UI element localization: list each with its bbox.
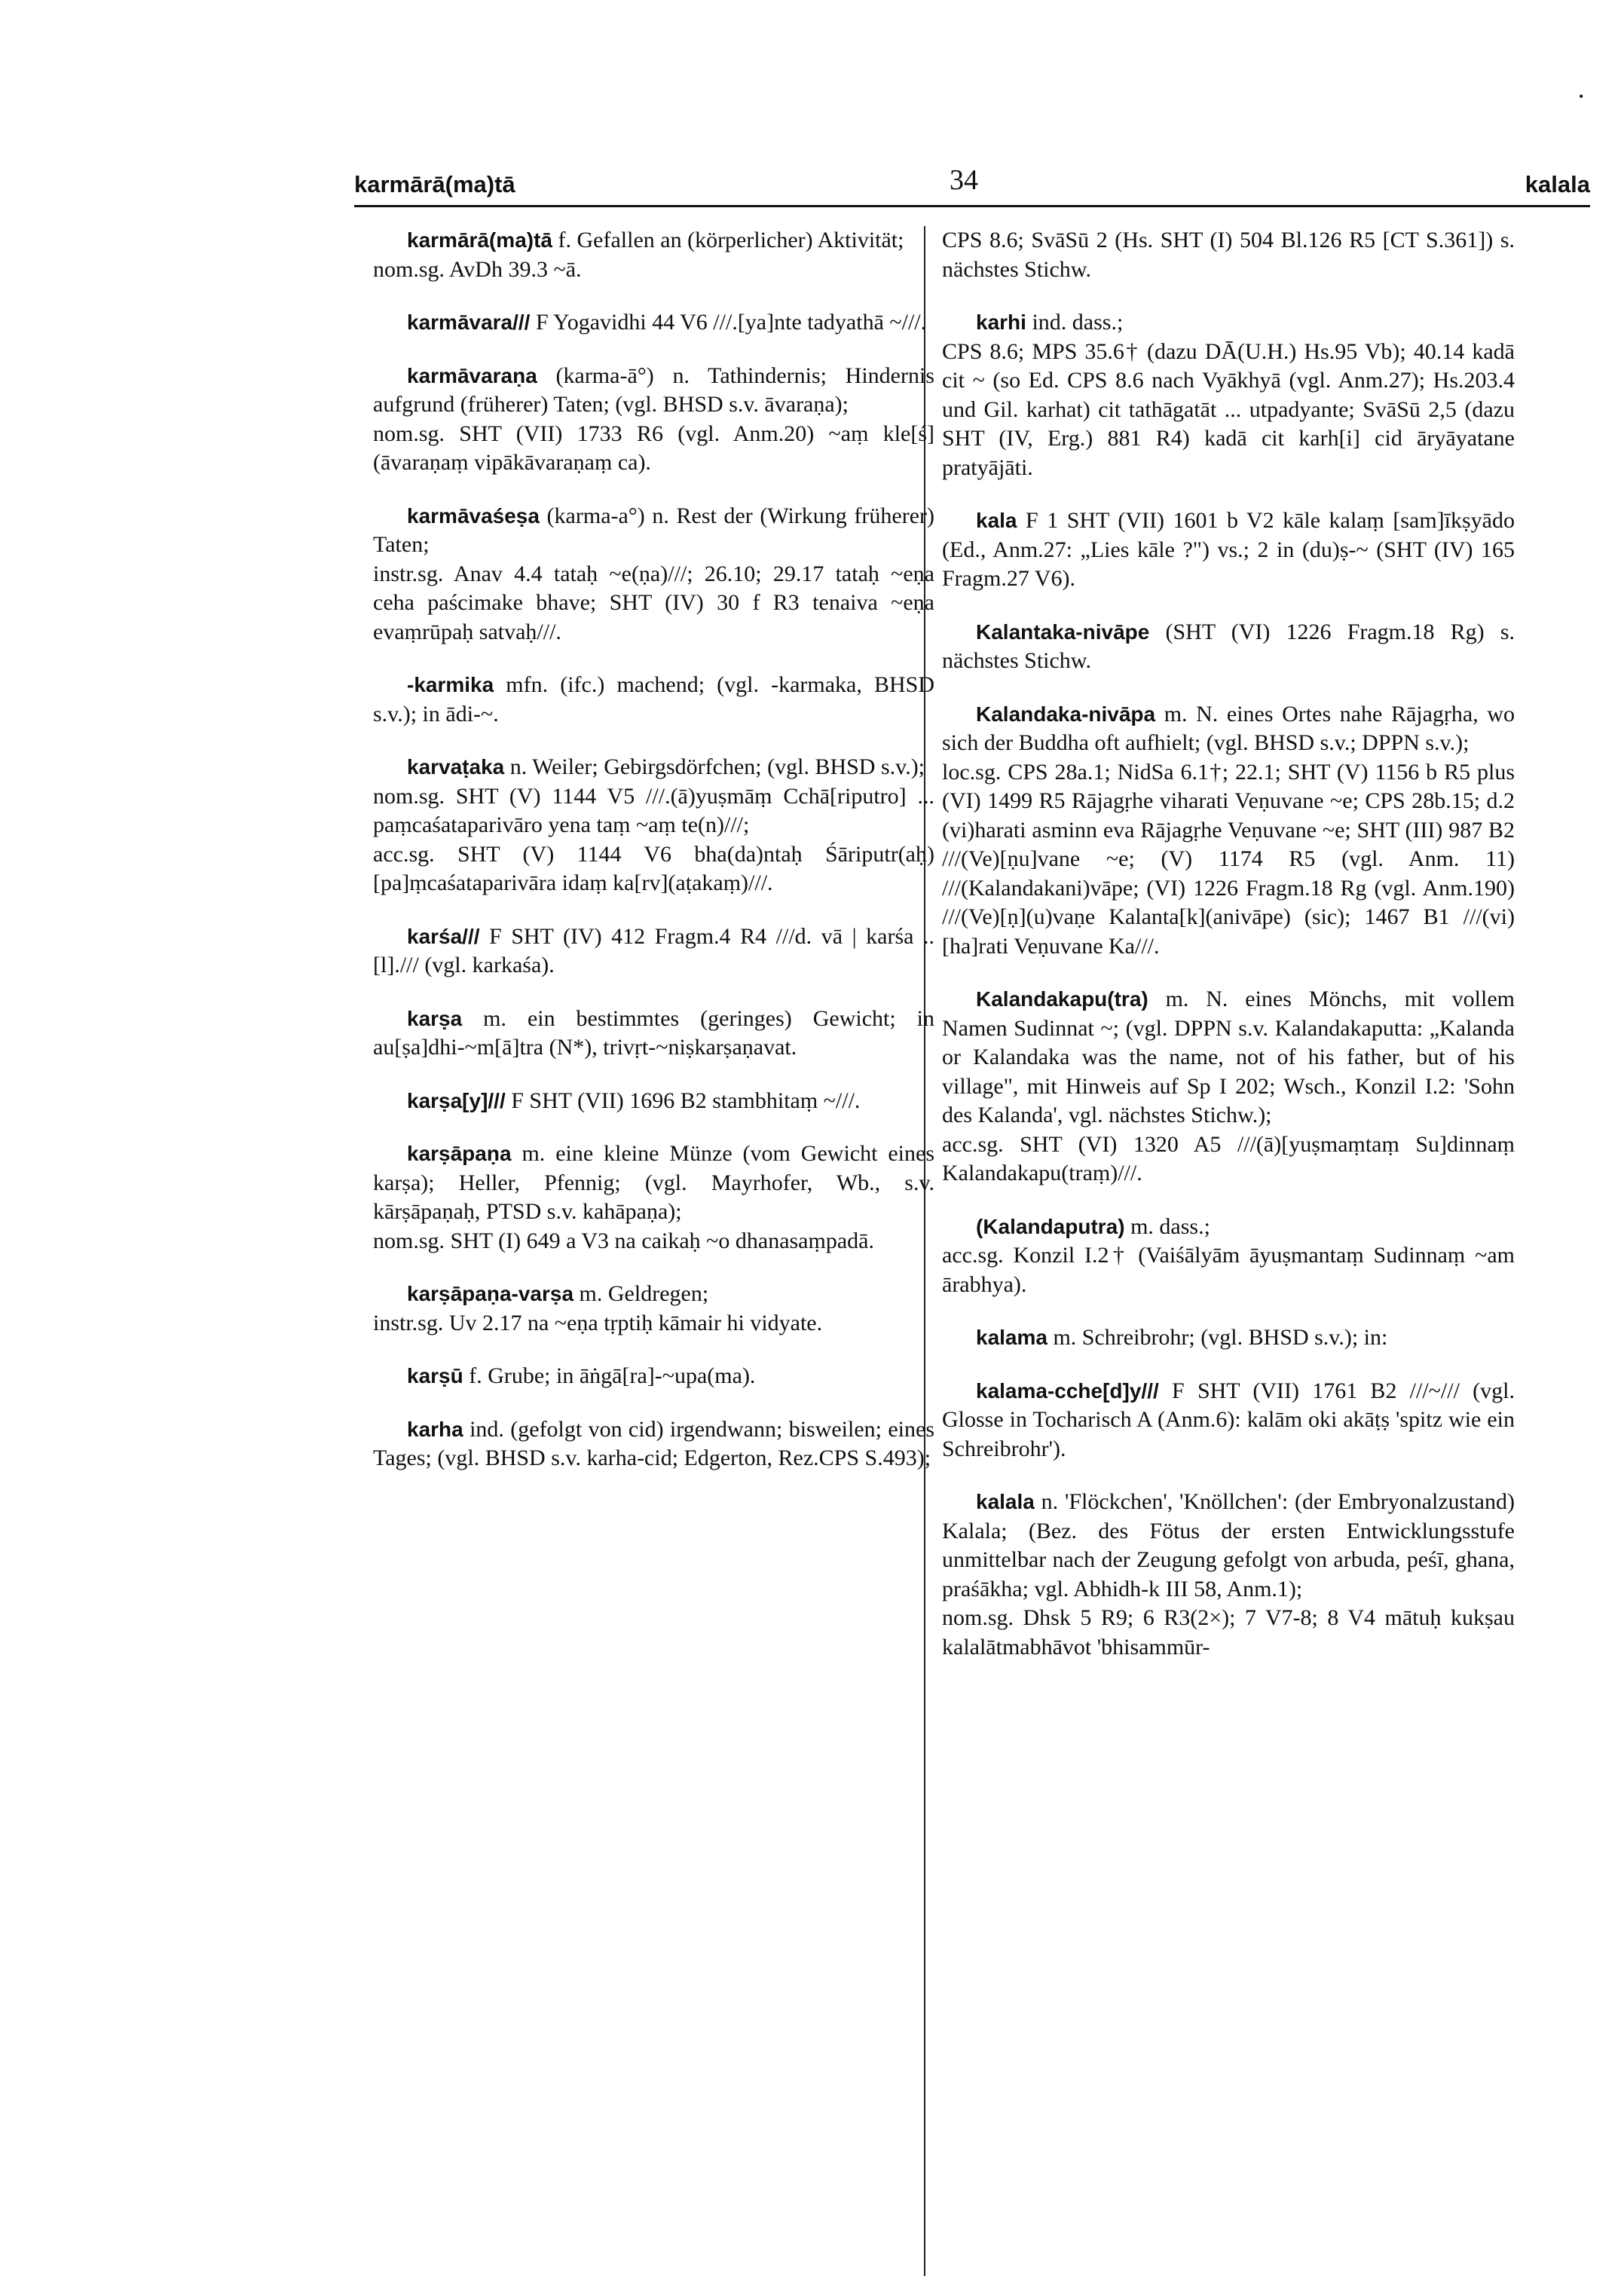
header-rule [354,205,1590,207]
headword: karmārā(ma)tā [407,228,552,252]
headword: -karmika [407,673,494,696]
headword: karṣāpaṇa [407,1142,512,1165]
entry-definition [942,1323,1515,1353]
definition-text: (karma-a°) n. Rest der (Wirkung früherer) Taten; [373,503,934,557]
citation-line: acc.sg. SHT (VI) 1320 A5 ///(ā)[yuṣmaṃtaṃ Su]dinnaṃ Kalandakapu(traṃ)///. [942,1131,1515,1185]
headword: kalama-cche[d]y/// [976,1378,1159,1403]
citation-line: instr.sg. Anav 4.4 tataḥ ~e(ṇa)///; 26.10; 29.17 tataḥ ~eṇa ceha paścimake bhave; SHT (IV) 30 f R3 tenaiva ~eṇa evaṃrūpaḥ satvaḥ///. [373,561,934,644]
headword: karmāvara/// [407,311,531,334]
citation-line: CPS 8.6; MPS 35.6† (dazu DĀ(U.H.) Hs.95 Vb); 40.14 kadā cit ~ (so Ed. CPS 8.6 nach Vyākhyā (vgl. Anm.27); Hs.203.4 und Gil. karhat) cit tathāgatāt ... utpadyante; SvāSū 2,5 (dazu SHT (IV, Erg.) 881 R4) kadā cit karh[i] cid āryāyatane pratyājāti. [942,338,1515,480]
definition-text: F SHT (VII) 1696 B2 stambhitaṃ ~///. [505,1088,861,1113]
page-header [354,154,1590,200]
headword: karṣū [407,1364,463,1387]
entry-definition [373,671,934,729]
headword: karvaṭaka [407,755,505,779]
definition-text: f. Grube; in āṅgā[ra]-~upa(ma). [463,1363,756,1388]
dictionary-entry [373,226,934,284]
definition-text: m. ein bestimmtes (geringes) Gewicht; in au[ṣa]dhi-~m[ā]tra (N*), trivṛt-~niṣkarṣaṇavat. [373,1005,934,1060]
entry-definition [373,226,934,255]
citation-line: instr.sg. Uv 2.17 na ~eṇa tṛptiḥ kāmair hi vidyate. [373,1310,823,1335]
dictionary-entry [373,1005,934,1063]
entry-definition [373,1280,934,1309]
entry-definition [373,1140,934,1227]
definition-text: m. N. eines Mönchs, mit vollem Namen Sudinnat ~; (vgl. DPPN s.v. Kalandakaputta: „Kalanda or Kalandaka was the name, not of his father, but of his village", mit Hinweis auf Sp I 202; Wsch., Konzil I.2: 'Sohn des Kalanda', vgl. nächstes Stichw.); [942,987,1515,1127]
dictionary-entry [942,1213,1515,1300]
dictionary-entry [373,502,934,647]
entry-definition [942,1377,1515,1464]
citation-line: loc.sg. CPS 28a.1; NidSa 6.1†; 22.1; SHT (V) 1156 b R5 plus (VI) 1499 R5 Rājagṛhe viharati Veṇuvane ~e; CPS 28b.15; d.2 (vi)harati asminn eva Rājagṛhe Veṇuvane ~e; SHT (III) 987 B2 ///(Ve)[ṇu]vane ~e; (V) 1174 R5 (vgl. Anm. 11) ///(Kalandakani)vāpe; (VI) 1226 Fragm.18 Rg (vgl. Anm.190) ///(Ve)[ṇ](u)vaṇe Kalanta[k](anivāpe) (sic); 1467 B1 ///(vi)[ha]rati Veṇuvane Ka///. [942,759,1515,959]
dictionary-entry [373,362,934,478]
dictionary-entry [373,753,934,898]
dictionary-entry [942,618,1515,676]
definition-text: (karma-ā°) n. Tathindernis; Hindernis aufgrund (früherer) Taten; (vgl. BHSD s.v. āvaraṇa); [373,363,934,417]
entry-definition [942,1488,1515,1604]
citation-line: nom.sg. AvDh 39.3 ~ā. [373,256,582,282]
dictionary-entry [942,308,1515,482]
headword: karhi [976,311,1026,334]
entry-definition [373,308,934,338]
headword: Kalantaka-nivāpe [976,619,1150,644]
entry-definition [942,700,1515,758]
dictionary-entry [942,985,1515,1188]
citation-line: nom.sg. SHT (VII) 1733 R6 (vgl. Anm.20) ~aṃ kle[ś](āvaraṇaṃ vipākāvaraṇaṃ ca). [373,421,934,475]
definition-text: ind. (gefolgt von cid) irgendwann; bisweilen; eines Tages; (vgl. BHSD s.v. karha-cid; Edgerton, Rez.CPS S.493); [373,1416,934,1470]
entry-definition [373,922,934,980]
headword: karṣa [407,1006,463,1030]
dictionary-entry [373,922,934,980]
definition-text: m. N. eines Ortes nahe Rājagṛha, wo sich der Buddha oft aufhielt; (vgl. BHSD s.v.; DPPN s.v.); [942,701,1515,755]
dictionary-entry [942,1488,1515,1662]
dictionary-entry [942,506,1515,594]
running-head-right: kalala [1525,171,1590,197]
citation-line: acc.sg. SHT (V) 1144 V6 bha(da)ntaḥ Śāriputr(aḥ) [pa]ṃcaśataparivāra idaṃ ka[rv](aṭakaṃ)///. [373,841,934,895]
entry-definition [373,1362,934,1391]
dictionary-entry [373,1140,934,1256]
definition-text: (SHT (VI) 1226 Fragm.18 Rg) s. nächstes Stichw. [942,619,1515,673]
citation-line: acc.sg. Konzil I.2† (Vaiśālyām āyuṣmantaṃ Sudinnaṃ ~am ārabhya). [942,1243,1515,1297]
entry-definition [942,1213,1515,1242]
entry-definition [942,308,1515,338]
citation-line: nom.sg. Dhsk 5 R9; 6 R3(2×); 7 V7-8; 8 V4 mātuḥ kukṣau kalalātmabhāvot 'bhisammūr- [942,1605,1515,1660]
page-number: 34 [950,164,978,196]
definition-text: F 1 SHT (VII) 1601 b V2 kāle kalaṃ [sam]īkṣyādo (Ed., Anm.27: „Lies kāle ?") vs.; 2 in (du)ṣ-~ (SHT (IV) 165 Fragm.27 V6). [942,508,1515,591]
definition-text: m. eine kleine Münze (vom Gewicht eines karṣa); Heller, Pfennig; (vgl. Mayrhofer, Wb., s.v. kārṣāpaṇaḥ, PTSD s.v. kahāpaṇa); [373,1141,934,1224]
headword: kalama [976,1326,1047,1349]
definition-text: F Yogavidhi 44 V6 ///.[ya]nte tadyathā ~///. [530,310,927,335]
entry-definition [373,502,934,560]
entry-definition [942,226,1515,284]
entry-definition [942,985,1515,1130]
right-column [942,226,1515,1686]
dictionary-entry [942,700,1515,962]
headword: karmāvaraṇa [407,363,537,387]
definition-text: mfn. (ifc.) machend; (vgl. -karmaka, BHSD s.v.); in ādi-~. [373,672,934,727]
citation-line: nom.sg. SHT (I) 649 a V3 na caikaḥ ~o dhanasaṃpadā. [373,1228,874,1253]
entry-definition [373,362,934,420]
definition-text: n. Weiler; Gebirgsdörfchen; (vgl. BHSD s.v.); [504,754,925,779]
entry-definition [373,1005,934,1063]
scan-mark: • [1579,89,1584,104]
definition-text: CPS 8.6; SvāSū 2 (Hs. SHT (I) 504 Bl.126 R5 [CT S.361]) s. nächstes Stichw. [942,228,1515,282]
citation-line: nom.sg. SHT (V) 1144 V5 ///.(ā)yuṣmāṃ Cchā[riputro] ... paṃcaśataparivāro yena taṃ ~aṃ te(n)///; [373,783,934,837]
definition-text: n. 'Flöckchen', 'Knöllchen': (der Embryonalzustand) Kalala; (Bez. des Fötus der ersten Entwicklungsstufe unmittelbar nach der Zeugung gefolgt von arbuda, peśī, ghana, praśākha; vgl. Abhidh-k III 58, Anm.1); [942,1489,1515,1601]
definition-text: m. Schreibrohr; (vgl. BHSD s.v.); in: [1047,1325,1388,1350]
entry-definition [942,618,1515,676]
dictionary-entry [942,1377,1515,1464]
definition-text: f. Gefallen an (körperlicher) Aktivität; [552,228,904,252]
headword: Kalandakapu(tra) [976,987,1148,1011]
headword: karha [407,1417,463,1441]
headword: (Kalandaputra) [976,1214,1125,1238]
definition-text: F SHT (VII) 1761 B2 ///~/// (vgl. Glosse in Tocharisch A (Anm.6): kalām oki akāṭṣ 'spitz wie ein Schreibrohr'). [942,1378,1515,1461]
dictionary-entry [373,308,934,338]
definition-text: ind. dass.; [1026,310,1124,335]
dictionary-entry [942,226,1515,284]
definition-text: F SHT (IV) 412 Fragm.4 R4 ///d. vā | karśa .. [l]./// (vgl. karkaśa). [373,923,934,977]
entry-definition [373,1087,934,1116]
left-column [373,226,934,1497]
definition-text: m. Geldregen; [573,1281,709,1306]
headword: kalala [976,1490,1035,1513]
headword: karṣāpaṇa-varṣa [407,1282,574,1305]
headword: Kalandaka-nivāpa [976,702,1156,726]
dictionary-entry [373,671,934,729]
headword: kala [976,509,1017,532]
headword: karṣa[y]/// [407,1088,506,1112]
headword: karmāvaśeṣa [407,503,540,528]
headword: karśa/// [407,924,480,948]
entry-definition [373,753,934,782]
running-head-left: karmārā(ma)tā [354,171,515,197]
dictionary-entry [373,1362,934,1391]
entry-definition [373,1415,934,1473]
dictionary-entry [942,1323,1515,1353]
entry-definition [942,506,1515,594]
dictionary-entry [373,1415,934,1473]
dictionary-entry [373,1280,934,1338]
dictionary-entry [373,1087,934,1116]
definition-text: m. dass.; [1124,1213,1210,1239]
